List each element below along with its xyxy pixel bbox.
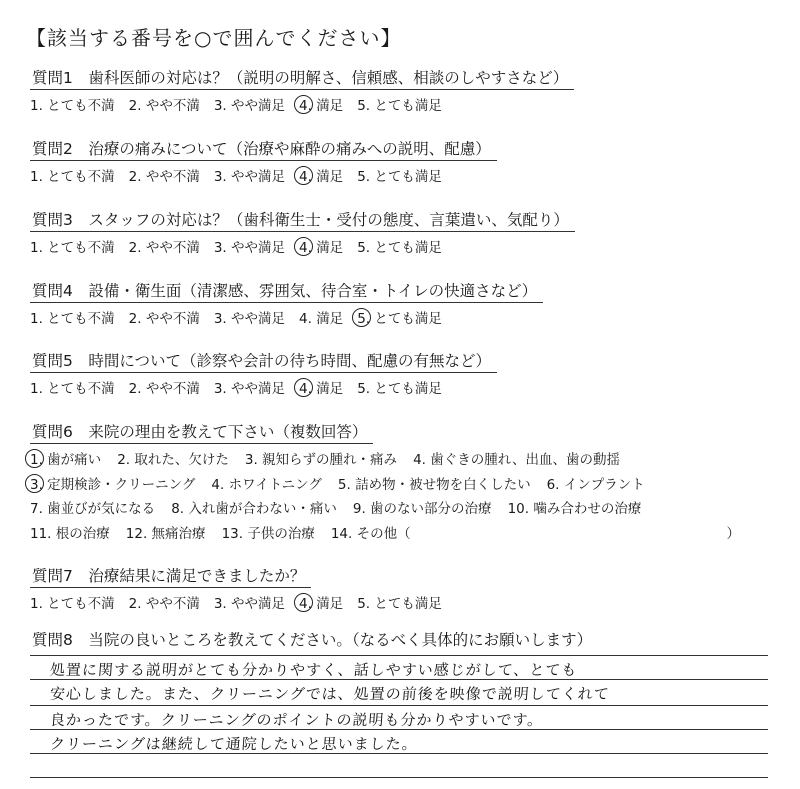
question-6 bbox=[30, 420, 770, 546]
rating-option-5[interactable] bbox=[357, 592, 442, 612]
option-number: 5. bbox=[337, 476, 351, 493]
option-label: 入れ歯が合わない・痛い bbox=[184, 501, 337, 517]
option-number: 3. bbox=[213, 240, 232, 256]
rating-option-1[interactable] bbox=[30, 165, 115, 185]
option-number: 3. bbox=[213, 596, 232, 612]
option-label: 歯が痛い bbox=[42, 452, 102, 468]
ruled-line bbox=[30, 655, 768, 656]
option-label: やや満足 bbox=[231, 596, 286, 612]
rating-option-3[interactable] bbox=[214, 592, 285, 612]
option-number: 1. bbox=[30, 98, 48, 114]
option-label: 子供の治療 bbox=[243, 525, 315, 542]
question-4 bbox=[30, 279, 770, 327]
option-label: とても満足 bbox=[374, 381, 442, 397]
rating-option-2[interactable] bbox=[129, 94, 200, 114]
option-label: インプラント bbox=[559, 476, 645, 493]
rating-option-1[interactable] bbox=[30, 236, 115, 256]
option-label: 満足 bbox=[316, 381, 344, 397]
option-label: とても満足 bbox=[374, 596, 442, 612]
option-number: 2. bbox=[128, 98, 146, 114]
reason-option[interactable] bbox=[30, 522, 110, 547]
rating-option-2[interactable] bbox=[129, 307, 200, 327]
option-label: とても不満 bbox=[47, 311, 115, 327]
option-label: 無痛治療 bbox=[147, 525, 206, 542]
question-5 bbox=[30, 349, 770, 397]
question-1 bbox=[30, 66, 770, 114]
rating-option-4[interactable] bbox=[299, 377, 343, 397]
option-label: ホワイトニング bbox=[224, 476, 322, 493]
option-number: 2. bbox=[117, 452, 131, 468]
option-number: 5. bbox=[357, 240, 375, 256]
rating-option-3[interactable] bbox=[214, 94, 285, 114]
option-number: 2. bbox=[128, 169, 146, 185]
reason-option[interactable] bbox=[30, 448, 101, 473]
option-label: 満足 bbox=[316, 311, 344, 327]
option-number: 3. bbox=[213, 98, 232, 114]
handwritten-comment-line: 良かったです。クリーニングのポイントの説明も分かりやすいです。 bbox=[49, 711, 544, 729]
option-number: 6. bbox=[546, 476, 560, 493]
option-number: 2. bbox=[128, 596, 146, 612]
option-label: とても満足 bbox=[374, 311, 442, 327]
option-number: 9. bbox=[352, 501, 366, 517]
option-label: とても不満 bbox=[47, 381, 115, 397]
option-label: やや満足 bbox=[231, 311, 286, 327]
rating-option-3[interactable] bbox=[214, 377, 285, 397]
option-label: やや不満 bbox=[145, 596, 200, 612]
reason-option[interactable] bbox=[353, 497, 492, 522]
rating-options bbox=[30, 307, 770, 327]
option-label: やや満足 bbox=[231, 98, 286, 114]
rating-option-4[interactable] bbox=[299, 94, 343, 114]
ruled-line bbox=[30, 705, 768, 706]
option-label: 詰め物・被せ物を白くしたい bbox=[350, 476, 531, 493]
option-number: 5. bbox=[357, 169, 375, 185]
option-label: やや不満 bbox=[145, 381, 200, 397]
question-title: 質問8 当院の良いところを教えてください。（なるべく具体的にお願いします） bbox=[32, 631, 593, 649]
rating-option-3[interactable] bbox=[214, 307, 285, 327]
option-number: 4. bbox=[299, 98, 317, 114]
option-number: 3. bbox=[213, 311, 232, 327]
option-label: 取れた、欠けた bbox=[130, 452, 229, 468]
rating-options bbox=[30, 236, 770, 256]
option-label: とても満足 bbox=[374, 240, 442, 256]
question-title: 質問3 スタッフの対応は？（歯科衛生士・受付の態度、言葉遣い、気配り） bbox=[30, 208, 575, 232]
instruction-header: 【該当する番号を○で囲んでください】 bbox=[26, 26, 402, 50]
option-label: やや不満 bbox=[145, 311, 200, 327]
reason-option[interactable] bbox=[211, 473, 321, 498]
option-label: 親知らずの腫れ・痛み bbox=[257, 452, 398, 468]
option-label: やや満足 bbox=[231, 240, 286, 256]
option-number: 4. bbox=[413, 452, 426, 468]
reason-option[interactable] bbox=[126, 522, 206, 547]
option-number: 4. bbox=[299, 169, 317, 185]
ruled-line bbox=[30, 777, 768, 778]
option-label: とても満足 bbox=[374, 98, 442, 114]
question-title: 質問7 治療結果に満足できましたか？ bbox=[30, 564, 311, 588]
option-number: 2. bbox=[128, 381, 146, 397]
rating-option-2[interactable] bbox=[129, 236, 200, 256]
option-number: 1. bbox=[30, 169, 48, 185]
option-label: とても不満 bbox=[47, 596, 115, 612]
reason-option[interactable] bbox=[222, 522, 315, 547]
option-number: 14. bbox=[330, 525, 353, 542]
reason-option[interactable] bbox=[547, 473, 645, 498]
handwritten-comment-line: 安心しました。また、クリーニングでは、処置の前後を映像で説明してくれて bbox=[49, 685, 611, 703]
option-number: 1. bbox=[30, 240, 48, 256]
question-8 bbox=[30, 628, 770, 651]
reason-option[interactable] bbox=[331, 522, 411, 547]
option-label: 歯並びが気になる bbox=[42, 501, 156, 517]
option-number: 4. bbox=[211, 476, 225, 493]
option-number: 3. bbox=[30, 476, 43, 493]
option-label: 満足 bbox=[316, 98, 344, 114]
rating-option-3[interactable] bbox=[214, 236, 285, 256]
option-label: 歯のない部分の治療 bbox=[365, 501, 492, 517]
option-label: とても不満 bbox=[47, 240, 115, 256]
option-number: 4. bbox=[299, 596, 317, 612]
question-title: 質問5 時間について（診察や会計の待ち時間、配慮の有無など） bbox=[30, 349, 497, 373]
question-title: 質問6 来院の理由を教えて下さい（複数回答） bbox=[30, 420, 373, 444]
rating-options bbox=[30, 377, 770, 397]
reason-options bbox=[30, 448, 770, 546]
question-title: 質問4 設備・衛生面（清潔感、雰囲気、待合室・トイレの快適さなど） bbox=[30, 279, 543, 303]
reason-option[interactable] bbox=[30, 497, 155, 522]
option-number: 2. bbox=[128, 311, 146, 327]
question-7 bbox=[30, 564, 770, 612]
reason-row bbox=[30, 522, 770, 547]
option-label: やや満足 bbox=[231, 169, 286, 185]
reason-row bbox=[30, 497, 770, 522]
rating-option-5[interactable] bbox=[357, 94, 442, 114]
option-label: その他（ bbox=[352, 525, 411, 542]
option-number: 4. bbox=[299, 381, 317, 397]
rating-option-2[interactable] bbox=[129, 377, 200, 397]
option-label: やや不満 bbox=[145, 98, 200, 114]
option-number: 3. bbox=[244, 452, 258, 468]
option-number: 5. bbox=[357, 381, 375, 397]
reason-row bbox=[30, 448, 770, 473]
rating-option-2[interactable] bbox=[129, 165, 200, 185]
reason-option[interactable] bbox=[171, 497, 337, 522]
option-label: とても不満 bbox=[47, 98, 115, 114]
option-number: 1. bbox=[30, 452, 43, 468]
rating-option-4[interactable] bbox=[299, 165, 343, 185]
reason-row bbox=[30, 473, 770, 498]
option-number: 5. bbox=[357, 596, 375, 612]
rating-option-5[interactable] bbox=[357, 236, 442, 256]
option-number: 1. bbox=[30, 311, 48, 327]
option-label: 歯ぐきの腫れ、出血、歯の動揺 bbox=[425, 452, 621, 468]
option-label: 満足 bbox=[316, 240, 344, 256]
rating-option-5[interactable] bbox=[357, 377, 442, 397]
option-label: やや満足 bbox=[231, 381, 286, 397]
rating-option-1[interactable] bbox=[30, 592, 115, 612]
reason-option[interactable] bbox=[30, 473, 195, 498]
option-number: 10. bbox=[507, 501, 530, 517]
question-3 bbox=[30, 208, 770, 256]
rating-option-1[interactable] bbox=[30, 307, 115, 327]
rating-option-2[interactable] bbox=[129, 592, 200, 612]
reason-option[interactable] bbox=[413, 448, 620, 473]
option-number: 11. bbox=[30, 525, 52, 542]
rating-options bbox=[30, 592, 770, 612]
option-number: 3. bbox=[213, 169, 232, 185]
option-label: 満足 bbox=[316, 169, 344, 185]
option-number: 4. bbox=[299, 311, 317, 327]
question-2 bbox=[30, 137, 770, 185]
reason-option[interactable] bbox=[245, 448, 397, 473]
handwritten-comment-line: 処置に関する説明がとても分かりやすく、話しやすい感じがして、とても bbox=[49, 661, 579, 679]
question-title: 質問2 治療の痛みについて（治療や麻酔の痛みへの説明、配慮） bbox=[30, 137, 497, 161]
reason-option[interactable] bbox=[117, 448, 229, 473]
option-number: 1. bbox=[30, 596, 48, 612]
option-label: やや不満 bbox=[145, 240, 200, 256]
option-number: 8. bbox=[171, 501, 185, 517]
option-label: 定期検診・クリーニング bbox=[42, 476, 196, 493]
option-label: 根の治療 bbox=[51, 525, 110, 542]
option-number: 4. bbox=[299, 240, 317, 256]
option-number: 3. bbox=[213, 381, 232, 397]
question-title: 質問1 歯科医師の対応は？（説明の明解さ、信頼感、相談のしやすさなど） bbox=[30, 66, 574, 90]
rating-option-4[interactable] bbox=[299, 236, 343, 256]
option-label: 満足 bbox=[316, 596, 344, 612]
rating-option-5[interactable] bbox=[357, 307, 442, 327]
rating-option-1[interactable] bbox=[30, 94, 115, 114]
option-number: 2. bbox=[128, 240, 146, 256]
rating-options bbox=[30, 94, 770, 114]
option-number: 5. bbox=[357, 311, 375, 327]
rating-options bbox=[30, 165, 770, 185]
handwritten-comment-line: クリーニングは継続して通院したいと思いました。 bbox=[49, 735, 419, 753]
rating-option-1[interactable] bbox=[30, 377, 115, 397]
option-number: 13. bbox=[221, 525, 244, 542]
option-number: 1. bbox=[30, 381, 48, 397]
option-number: 5. bbox=[357, 98, 375, 114]
option-label: とても不満 bbox=[47, 169, 115, 185]
option-number: 12. bbox=[125, 525, 148, 542]
reason-option[interactable] bbox=[508, 497, 642, 522]
reason-option[interactable] bbox=[338, 473, 531, 498]
option-number: 7. bbox=[30, 501, 43, 517]
option-label: とても満足 bbox=[374, 169, 442, 185]
rating-option-4[interactable] bbox=[299, 307, 343, 327]
other-close-paren: ） bbox=[726, 525, 740, 542]
option-label: やや不満 bbox=[145, 169, 200, 185]
rating-option-5[interactable] bbox=[357, 165, 442, 185]
option-label: 噛み合わせの治療 bbox=[529, 501, 642, 517]
rating-option-3[interactable] bbox=[214, 165, 285, 185]
rating-option-4[interactable] bbox=[299, 592, 343, 612]
